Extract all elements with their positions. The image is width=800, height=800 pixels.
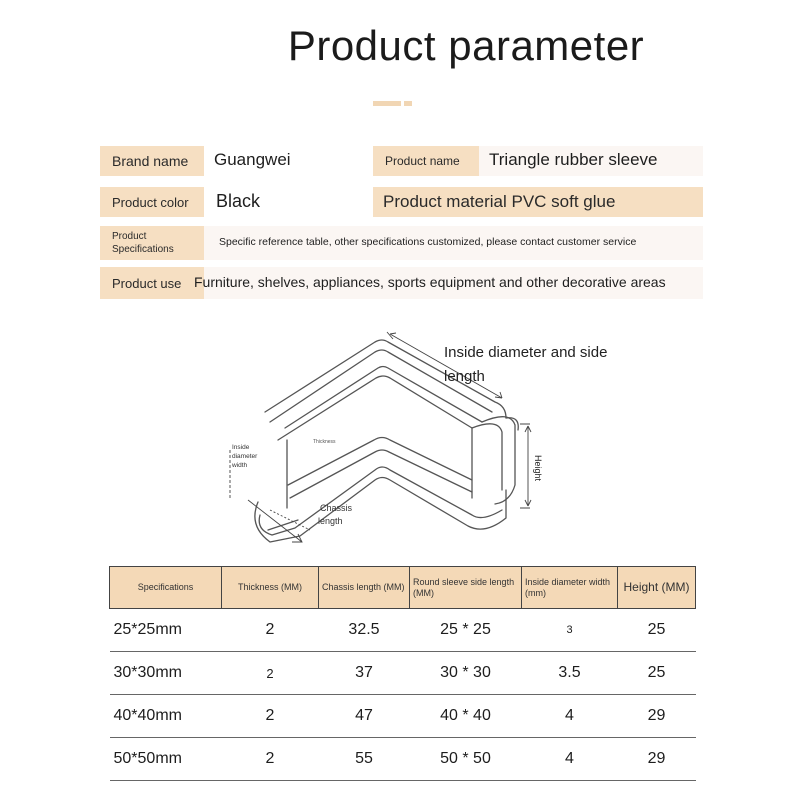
label-inside-diameter-width-1: Inside (232, 444, 250, 451)
product-use-label: Product use (100, 267, 204, 299)
table-cell: 40 * 40 (410, 695, 522, 738)
brand-name-label: Brand name (100, 146, 204, 176)
label-inside-diameter-width-3: width (232, 462, 248, 469)
product-use-value: Furniture, shelves, appliances, sports equipment and other decorative areas (194, 274, 666, 290)
table-cell: 25*25mm (110, 609, 222, 652)
product-material-field (373, 187, 703, 217)
product-specifications-label (100, 226, 204, 260)
table-row (110, 738, 696, 781)
product-diagram (210, 330, 650, 550)
table-header-cell: Round sleeve side length (MM) (410, 567, 522, 609)
table-cell: 30 * 30 (410, 652, 522, 695)
table-cell: 30*30mm (110, 652, 222, 695)
label-inside-diameter-width-2: diameter (232, 453, 258, 460)
product-color-label: Product color (100, 187, 204, 217)
specifications-table (109, 566, 696, 781)
table-cell: 47 (319, 695, 410, 738)
table-cell: 2 (222, 652, 319, 695)
title-underline (373, 101, 401, 106)
table-cell: 4 (522, 738, 618, 781)
table-cell: 55 (319, 738, 410, 781)
table-cell: 40*40mm (110, 695, 222, 738)
table-header-cell: Chassis length (MM) (319, 567, 410, 609)
table-cell: 2 (222, 695, 319, 738)
table-row (110, 695, 696, 738)
table-cell: 4 (522, 695, 618, 738)
label-chassis-length-1: Chassis (320, 503, 353, 513)
product-specifications-label-text: Product Specifications (112, 231, 174, 255)
product-name-value: Triangle rubber sleeve (489, 150, 658, 169)
brand-name-value: Guangwei (214, 150, 291, 169)
product-name-label: Product name (373, 146, 479, 176)
product-color-value: Black (216, 191, 261, 211)
table-cell: 37 (319, 652, 410, 695)
title-underline-dot (404, 101, 412, 106)
table-cell: 25 (618, 609, 696, 652)
table-cell: 29 (618, 695, 696, 738)
table-row (110, 609, 696, 652)
table-cell: 25 (618, 652, 696, 695)
table-cell: 29 (618, 738, 696, 781)
table-header-cell: Height (MM) (618, 567, 696, 609)
label-height: Height (533, 455, 543, 482)
label-chassis-length-2: length (318, 516, 343, 526)
table-header-row (110, 567, 696, 609)
table-header-cell: Inside diameter width (mm) (522, 567, 618, 609)
table-row (110, 652, 696, 695)
table-cell: 32.5 (319, 609, 410, 652)
table-cell: 2 (222, 738, 319, 781)
label-inside-diameter-side-length-1: Inside diameter and side (444, 344, 608, 361)
product-material-text: Product material PVC soft glue (383, 192, 616, 211)
label-thickness: Thickness (313, 439, 336, 445)
product-specifications-value: Specific reference table, other specifications customized, please contact customer service (219, 236, 637, 248)
page-title: Product parameter (287, 22, 645, 69)
label-inside-diameter-side-length-2: length (444, 368, 485, 385)
table-cell: 2 (222, 609, 319, 652)
table-cell: 3.5 (522, 652, 618, 695)
table-header-cell: Thickness (MM) (222, 567, 319, 609)
table-cell: 3 (522, 609, 618, 652)
table-header-cell: Specifications (110, 567, 222, 609)
table-cell: 50 * 50 (410, 738, 522, 781)
table-cell: 50*50mm (110, 738, 222, 781)
table-cell: 25 * 25 (410, 609, 522, 652)
